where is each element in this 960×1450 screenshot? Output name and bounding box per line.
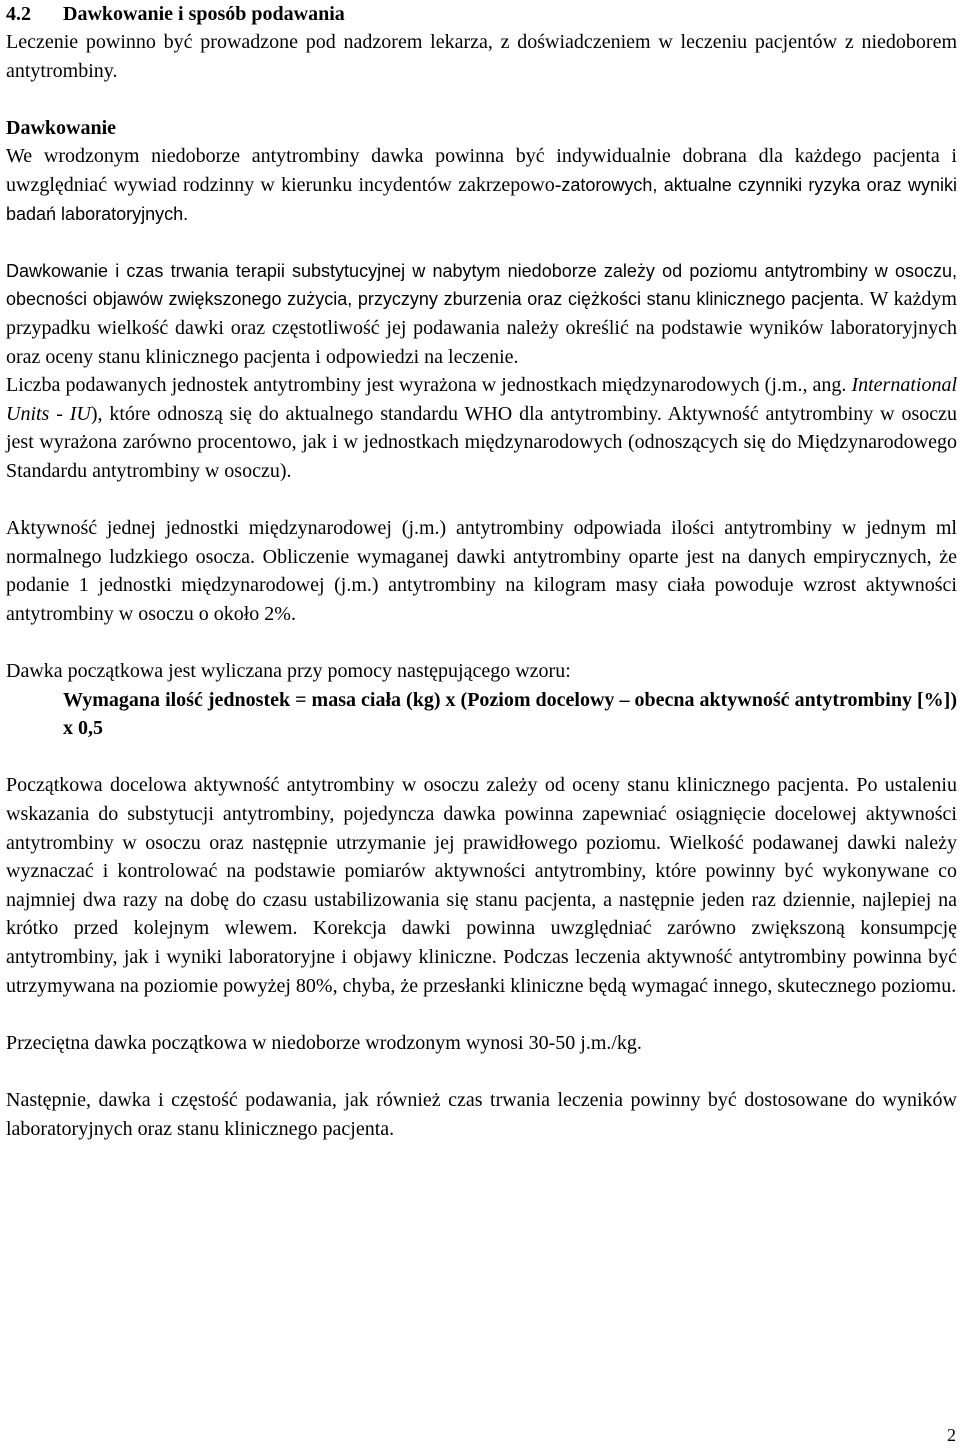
average-dose-paragraph: Przeciętna dawka początkowa w niedoborze wrodzonym wynosi 30-50 j.m./kg. (6, 1031, 642, 1054)
activity-paragraph: Aktywność jednej jednostki międzynarodowej (j.m.) antytrombiny odpowiada ilości antytrombiny w jednym ml normalnego ludzkiego osocza. Obliczenie wymaganej dawki antytrombiny oparte jest na danych empirycznych, że podanie 1 jednostki międzynarodowej (j.m.) antytrombiny na kilogram masy ciała powoduje wzrost aktywności antytrombiny w osoczu o około 2%. (6, 517, 957, 625)
acquired-text-sans: Dawkowanie i czas trwania terapii substytucyjnej w nabytym niedoborze zależy od poziomu antytrombiny w osoczu, obecności objawów zwiększonego zużycia, przyczyny zburzenia oraz ciężkości stanu klinicznego pacjenta. (6, 260, 957, 310)
acquired-text-rest: W każdym przypadku wielkość dawki oraz częstotliwość jej podawania należy określić na podstawie wyników laboratoryjnych oraz oceny stanu klinicznego pacjenta i odpowiedzi na leczenie. (6, 288, 957, 368)
intro-paragraph: Leczenie powinno być prowadzone pod nadzorem lekarza, z doświadczeniem w leczeniu pacjentów z niedoborem antytrombiny. (6, 31, 957, 82)
units-paragraph (6, 371, 957, 485)
section-title: Dawkowanie i sposób podawania (63, 3, 345, 25)
target-paragraph: Początkowa docelowa aktywność antytrombiny w osoczu zależy od oceny stanu klinicznego pacjenta. Po ustaleniu wskazania do substytucji antytrombiny, pojedyncza dawka powinna zapewniać osiągnięcie docelowej aktywności antytrombiny w osoczu oraz następnie utrzymanie jej prawidłowego poziomu. Wielkość podawanej dawki należy wyznaczać i kontrolować na podstawie pomiarów aktywności antytrombiny, które powinny być wykonywane co najmniej dwa razy na dobę do czasu ustabilizowania się stanu pacjenta, a następnie jeden raz dziennie, najlepiej na krótko przed kolejnym wlewem. Korekcja dawki powinna uwzględniać zarówno zwiększoną konsumpcję antytrombiny, jak i wyniki laboratoryjne i objawy kliniczne. Podczas leczenia aktywność antytrombiny powinna być utrzymywana na poziomie powyżej 80%, chyba, że przesłanki kliniczne będą wymagać innego, skutecznego poziomu. (6, 774, 957, 997)
page-number: 2 (947, 1425, 956, 1445)
dosing-text-serif: We wrodzonym niedoborze antytrombiny dawka powinna być indywidualnie dobrana dla każdego pacjenta i uwzględniać wywiad rodzinny w kierunku incydentów zakrzepowo- (6, 145, 957, 196)
dosing-paragraph (6, 142, 957, 228)
formula-intro: Dawka początkowa jest wyliczana przy pomocy następującego wzoru: (6, 660, 571, 683)
units-text-a: Liczba podawanych jednostek antytrombiny jest wyrażona w jednostkach międzynarodowych (j.m., ang. (6, 374, 852, 397)
next-paragraph: Następnie, dawka i częstość podawania, jak również czas trwania leczenia powinny być dostosowane do wyników laboratoryjnych oraz stanu klinicznego pacjenta. (6, 1088, 957, 1140)
document-page (6, 0, 957, 1143)
dosing-text-sans: zatorowych, aktualne czynniki ryzyka oraz wyniki badań laboratoryjnych. (6, 174, 957, 224)
dosing-label: Dawkowanie (6, 116, 117, 139)
acquired-paragraph (6, 257, 957, 371)
section-heading (6, 0, 957, 28)
formula-text: Wymagana ilość jednostek = masa ciała (kg) x (Poziom docelowy – obecna aktywność antytrombiny [%]) x 0,5 (63, 688, 957, 740)
units-text-italic: International Units - IU (6, 374, 957, 425)
units-text-b: ), które odnoszą się do aktualnego standardu WHO dla antytrombiny. Aktywność antytrombiny w osoczu jest wyrażona zarówno procentowo, jak i w jednostkach międzynarodowych (odnoszących się do Międzynarodowego Standardu antytrombiny w osoczu). (6, 402, 957, 482)
section-number: 4.2 (6, 3, 31, 25)
